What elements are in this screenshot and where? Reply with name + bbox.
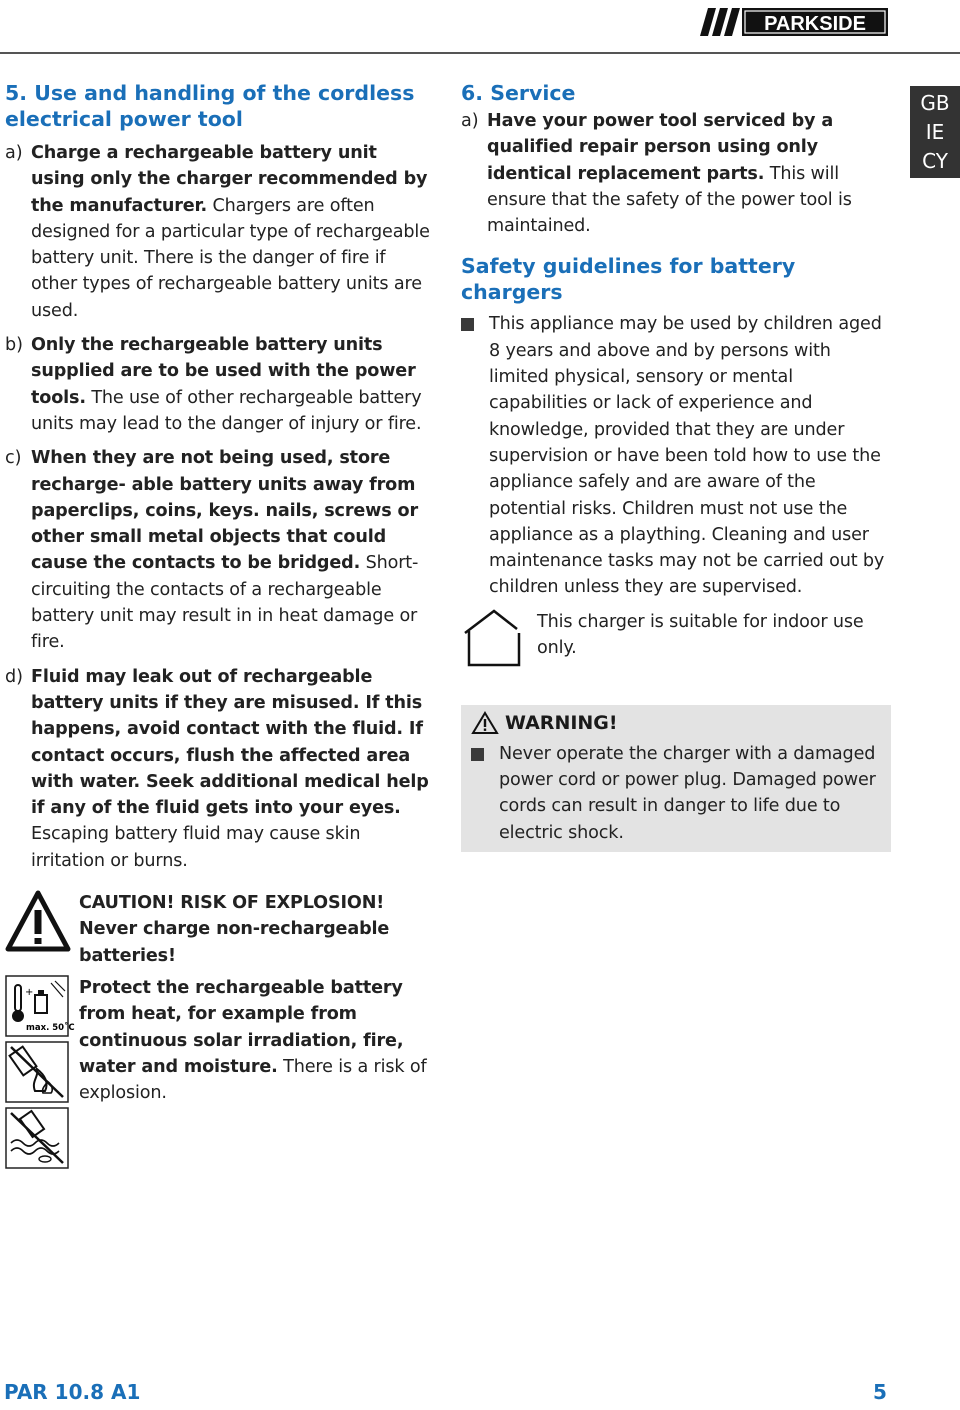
item-marker: a) [461, 111, 479, 131]
item-bold-text: Fluid may leak out of rechargeable battery units if they are misused. If this happens, avoid contact with the fluid. If contact occurs, flush the affected area with water. Seek additional medical help if any of the fluid gets into your eyes. [31, 666, 429, 819]
warning-icon [471, 711, 499, 735]
item-normal-text: Short-circuiting the contacts of a rechargeable battery unit may result in in heat damage or fire. [31, 553, 419, 653]
caution-block [5, 890, 435, 969]
heat-temperature-icon [6, 976, 75, 1036]
charger-bullet-text: This appliance may be used by children aged 8 years and above and by persons with limited physical, sensory or mental capabilities or lack of experience and knowledge, provided that they are under supervision or have been told how to use the appliance safely and are aware of the potential risks. Children must not use the appliance as a plaything. Cleaning and user maintenance tasks may not be carried out by children unless they are supervised. [489, 314, 885, 598]
list-item-b [5, 332, 435, 437]
item-normal-text: The use of other rechargeable battery units may lead to the danger of injury or fire. [31, 387, 422, 434]
protect-bold-text: Protect the rechargeable battery from heat, for example from continuous solar irradiation, fire, water and moisture. [79, 977, 404, 1077]
protect-normal-text: There is a risk of explosion. [79, 1056, 427, 1104]
protect-block [5, 975, 435, 1175]
item-marker: d) [5, 666, 24, 687]
item-bold-text: Charge a rechargeable battery unit using only the charger recommended by the manufacturer. [31, 143, 428, 216]
item-bold-text: Only the rechargeable battery units supplied are to be used with the power tools. [31, 335, 416, 408]
charger-bullet [461, 311, 891, 600]
charger-safety-title: Safety guidelines for battery chargers [461, 254, 796, 305]
warning-bullet [471, 741, 881, 846]
svg-text:max. 50˚C: max. 50˚C [26, 1022, 75, 1033]
bullet-square-icon [471, 748, 484, 761]
header-rule [0, 52, 960, 54]
no-fire-icon [6, 1042, 68, 1102]
item-normal-text: Escaping battery fluid may cause skin irritation or burns. [31, 824, 361, 871]
right-column [461, 80, 891, 852]
warning-box [461, 705, 891, 852]
list-item-d [5, 664, 435, 874]
item-normal-text: This will ensure that the safety of the power tool is maintained. [487, 163, 852, 237]
list-item-a [5, 140, 435, 324]
indoor-use-text: This charger is suitable for indoor use only. [537, 611, 864, 659]
model-number: PAR 10.8 A1 [4, 1380, 141, 1404]
lang-ie: IE [925, 120, 945, 144]
warning-title: WARNING! [505, 711, 618, 734]
item-marker: a) [5, 143, 23, 163]
house-indoor-icon [461, 607, 527, 669]
lang-cy: CY [922, 149, 948, 173]
item-marker: c) [5, 448, 22, 469]
section-5-title: 5. Use and handling of the cordless electrical power tool [5, 81, 415, 131]
section-6-title: 6. Service [461, 81, 576, 105]
parkside-logo [700, 6, 890, 38]
bullet-square-icon [461, 318, 474, 331]
item-bold-text: When they are not being used, store recharge- able battery units away from paperclips, coins, keys. nails, screws or other small metal objects that could cause the contacts to be bridged. [31, 448, 419, 574]
language-tab [910, 86, 960, 178]
lang-gb: GB [920, 91, 950, 115]
list-item-c [5, 445, 435, 655]
item-normal-text: Chargers are often designed for a particular type of rechargeable battery unit. There is the danger of fire if other types of rechargeable battery units are used. [31, 195, 430, 321]
service-item-a [461, 108, 891, 239]
warning-triangle-icon [5, 890, 71, 952]
svg-text:+: + [25, 986, 34, 998]
item-bold-text: Have your power tool serviced by a qualified repair person using only identical replacement parts. [487, 111, 834, 184]
item-marker: b) [5, 335, 24, 356]
page-number: 5 [873, 1380, 887, 1404]
no-water-icon [6, 1108, 68, 1168]
battery-safety-icons [5, 975, 75, 1171]
caution-text: CAUTION! RISK OF EXPLOSION! Never charge non-rechargeable batteries! [79, 893, 390, 966]
left-column [5, 80, 435, 1175]
indoor-use-row [461, 607, 891, 669]
brand-text: PARKSIDE [764, 13, 866, 35]
warning-bullet-text: Never operate the charger with a damaged power cord or power plug. Damaged power cords can result in danger to life due to electric shock. [499, 743, 876, 843]
